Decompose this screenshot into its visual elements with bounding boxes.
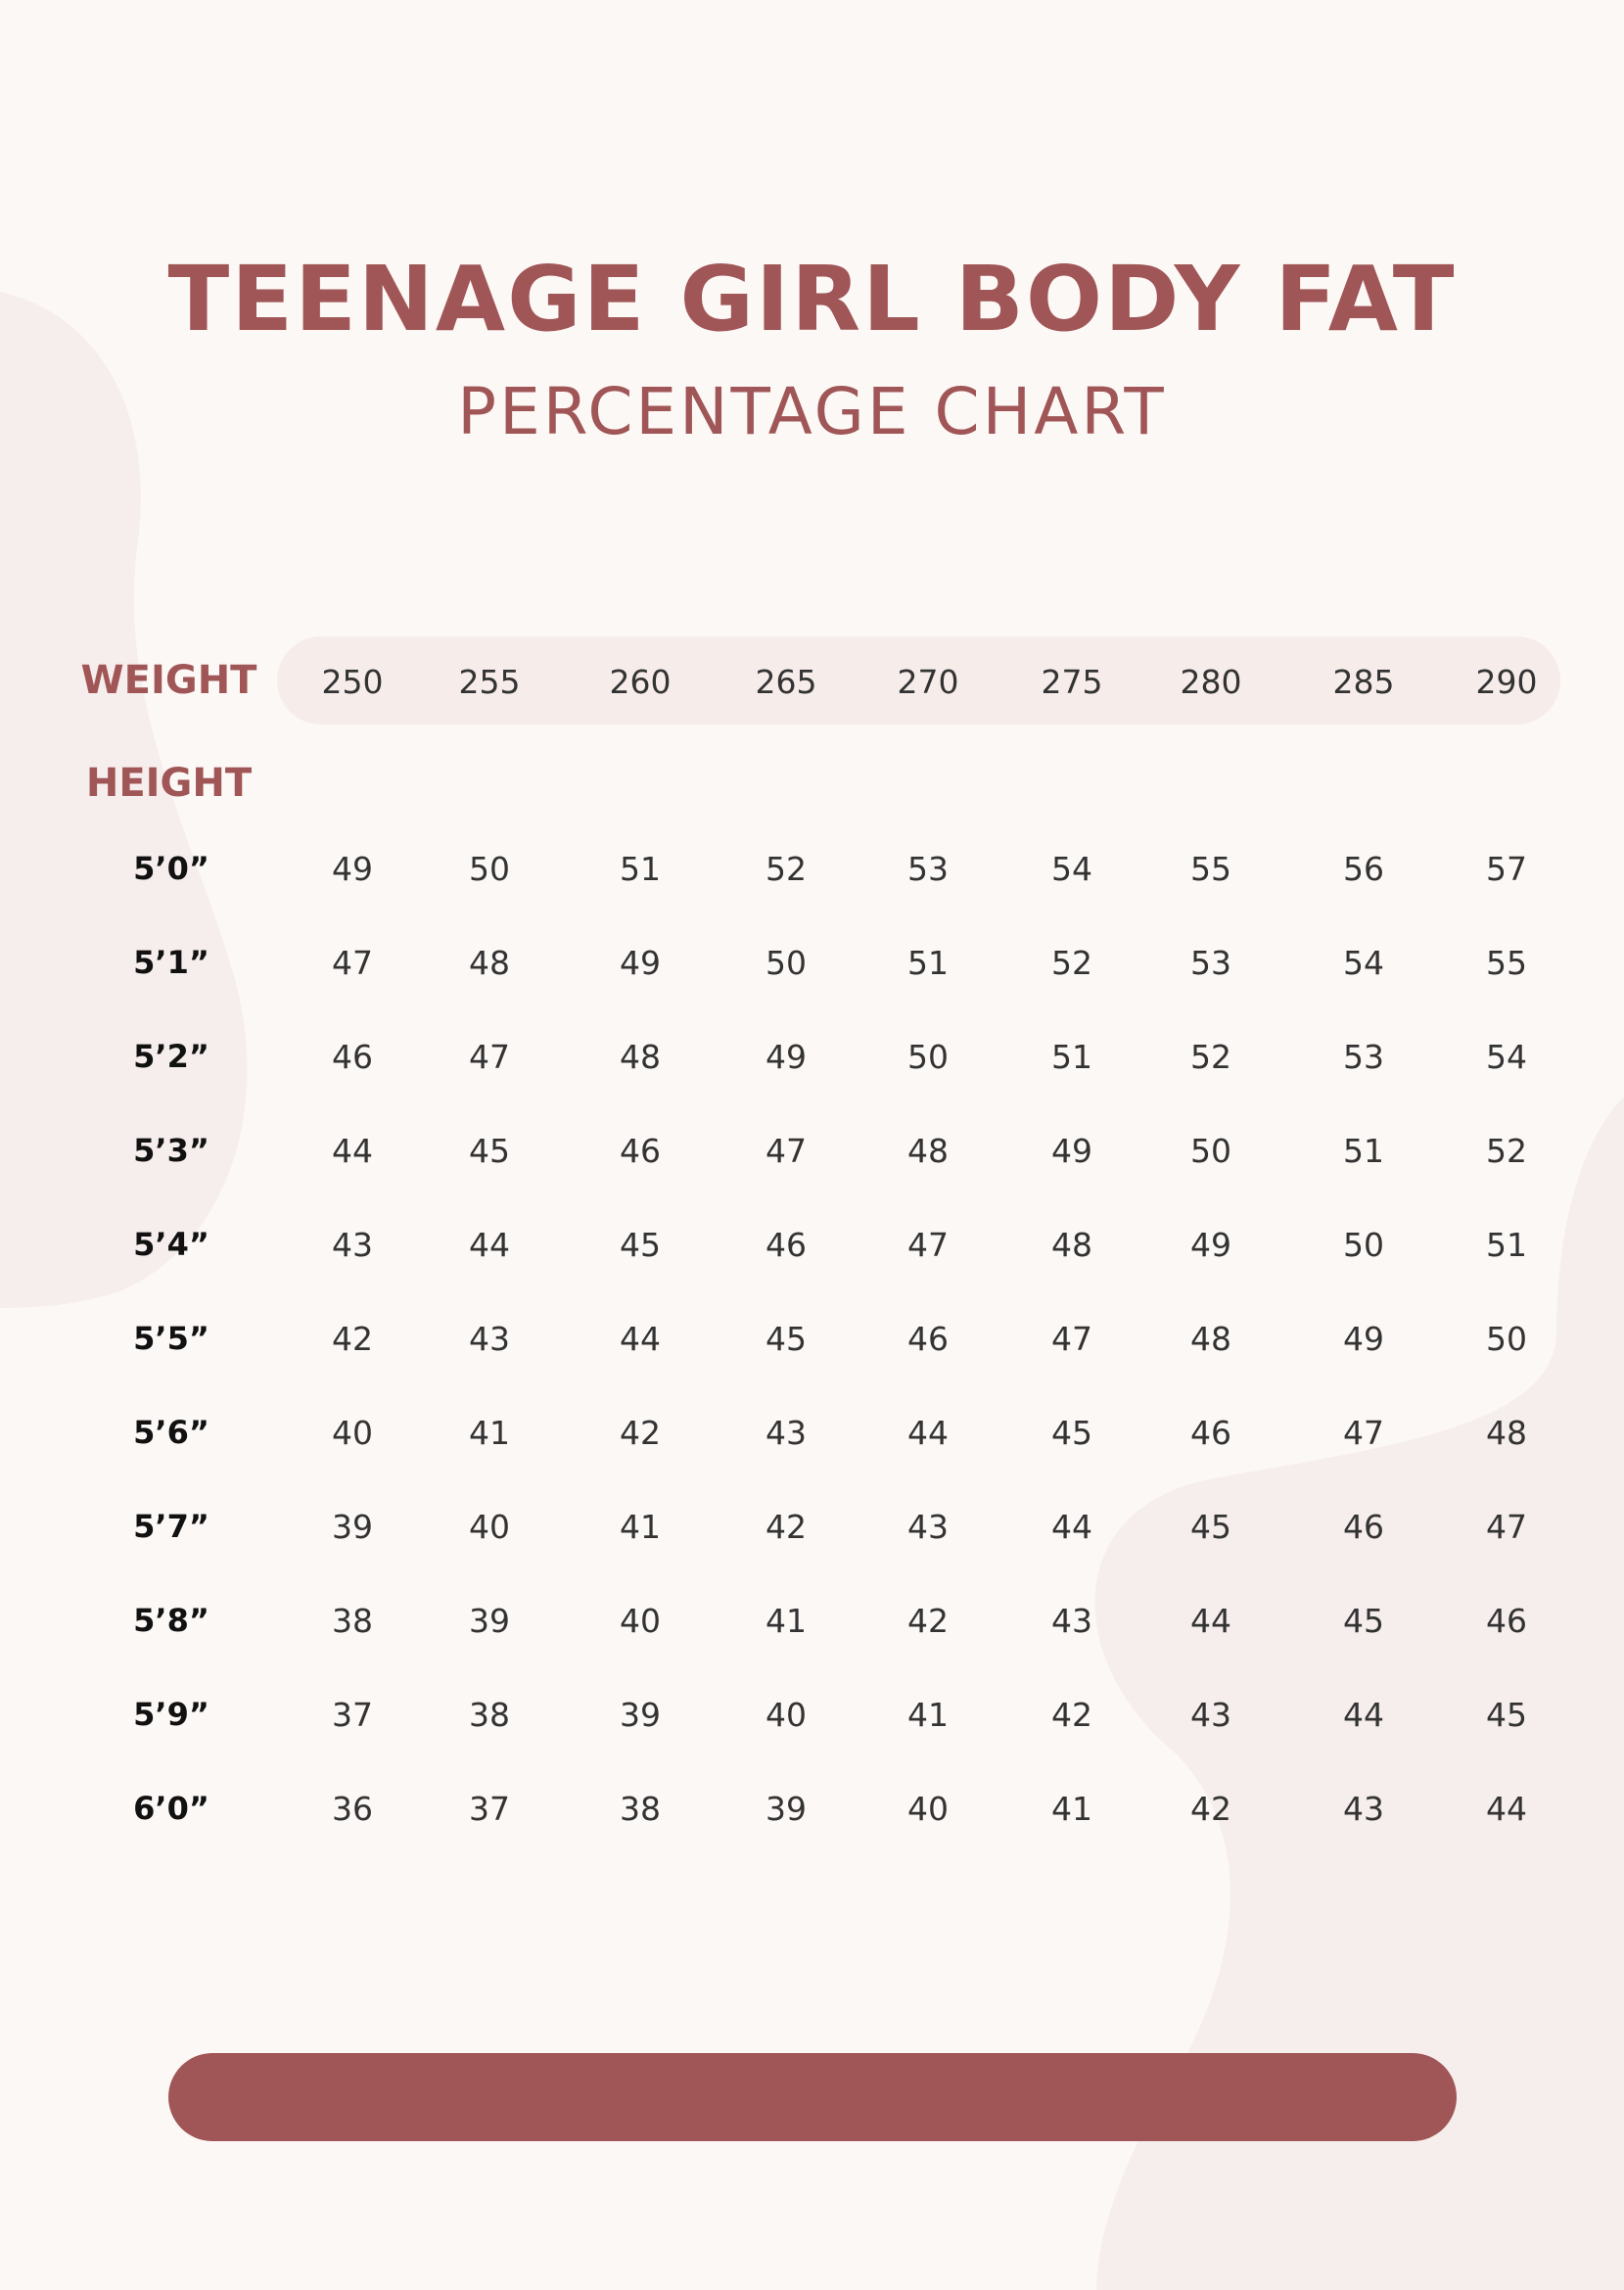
body-fat-value-cell: 49 bbox=[620, 944, 661, 982]
height-row-label: 5’0” bbox=[133, 850, 209, 887]
body-fat-value-cell: 39 bbox=[469, 1602, 510, 1640]
height-row-label: 5’3” bbox=[133, 1132, 209, 1169]
weight-header-cell: 250 bbox=[321, 663, 384, 701]
body-fat-value-cell: 46 bbox=[1190, 1414, 1231, 1452]
body-fat-value-cell: 52 bbox=[1190, 1038, 1231, 1076]
body-fat-value-cell: 39 bbox=[766, 1790, 807, 1828]
body-fat-value-cell: 54 bbox=[1051, 850, 1092, 888]
body-fat-value-cell: 38 bbox=[620, 1790, 661, 1828]
body-fat-value-cell: 39 bbox=[620, 1696, 661, 1734]
body-fat-value-cell: 43 bbox=[1051, 1602, 1092, 1640]
body-fat-value-cell: 53 bbox=[907, 850, 949, 888]
body-fat-value-cell: 52 bbox=[766, 850, 807, 888]
body-fat-value-cell: 41 bbox=[469, 1414, 510, 1452]
body-fat-value-cell: 42 bbox=[1051, 1696, 1092, 1734]
height-axis-label: HEIGHT bbox=[85, 761, 253, 806]
body-fat-value-cell: 46 bbox=[907, 1320, 949, 1358]
body-fat-value-cell: 54 bbox=[1486, 1038, 1527, 1076]
body-fat-value-cell: 45 bbox=[620, 1226, 661, 1264]
height-row-label: 5’1” bbox=[133, 944, 209, 981]
body-fat-value-cell: 46 bbox=[1486, 1602, 1527, 1640]
body-fat-value-cell: 55 bbox=[1486, 944, 1527, 982]
body-fat-value-cell: 44 bbox=[907, 1414, 949, 1452]
body-fat-value-cell: 42 bbox=[620, 1414, 661, 1452]
body-fat-value-cell: 45 bbox=[1486, 1696, 1527, 1734]
body-fat-value-cell: 50 bbox=[1190, 1132, 1231, 1170]
body-fat-value-cell: 47 bbox=[1486, 1508, 1527, 1546]
weight-header-cell: 280 bbox=[1180, 663, 1242, 701]
body-fat-value-cell: 45 bbox=[1051, 1414, 1092, 1452]
body-fat-value-cell: 48 bbox=[907, 1132, 949, 1170]
height-row-label: 5’7” bbox=[133, 1508, 209, 1545]
body-fat-value-cell: 49 bbox=[332, 850, 373, 888]
height-row-label: 5’5” bbox=[133, 1320, 209, 1357]
weight-header-cell: 270 bbox=[897, 663, 959, 701]
body-fat-value-cell: 40 bbox=[332, 1414, 373, 1452]
body-fat-value-cell: 44 bbox=[1486, 1790, 1527, 1828]
body-fat-value-cell: 47 bbox=[766, 1132, 807, 1170]
body-fat-value-cell: 46 bbox=[332, 1038, 373, 1076]
body-fat-value-cell: 46 bbox=[1343, 1508, 1384, 1546]
body-fat-value-cell: 53 bbox=[1343, 1038, 1384, 1076]
height-row-label: 5’4” bbox=[133, 1226, 209, 1263]
body-fat-value-cell: 42 bbox=[332, 1320, 373, 1358]
body-fat-value-cell: 51 bbox=[907, 944, 949, 982]
body-fat-value-cell: 49 bbox=[1343, 1320, 1384, 1358]
weight-axis-label: WEIGHT bbox=[80, 658, 257, 703]
body-fat-value-cell: 51 bbox=[1343, 1132, 1384, 1170]
body-fat-value-cell: 42 bbox=[766, 1508, 807, 1546]
body-fat-value-cell: 41 bbox=[907, 1696, 949, 1734]
body-fat-value-cell: 47 bbox=[1051, 1320, 1092, 1358]
body-fat-value-cell: 50 bbox=[907, 1038, 949, 1076]
body-fat-value-cell: 55 bbox=[1190, 850, 1231, 888]
weight-header-cell: 265 bbox=[755, 663, 817, 701]
weight-header-cell: 290 bbox=[1475, 663, 1538, 701]
body-fat-value-cell: 40 bbox=[907, 1790, 949, 1828]
body-fat-value-cell: 48 bbox=[1486, 1414, 1527, 1452]
body-fat-value-cell: 51 bbox=[1486, 1226, 1527, 1264]
body-fat-value-cell: 48 bbox=[469, 944, 510, 982]
body-fat-value-cell: 50 bbox=[469, 850, 510, 888]
body-fat-value-cell: 41 bbox=[766, 1602, 807, 1640]
body-fat-value-cell: 52 bbox=[1051, 944, 1092, 982]
body-fat-value-cell: 48 bbox=[620, 1038, 661, 1076]
body-fat-value-cell: 44 bbox=[1343, 1696, 1384, 1734]
body-fat-value-cell: 47 bbox=[332, 944, 373, 982]
body-fat-value-cell: 37 bbox=[469, 1790, 510, 1828]
body-fat-value-cell: 37 bbox=[332, 1696, 373, 1734]
body-fat-value-cell: 45 bbox=[469, 1132, 510, 1170]
body-fat-value-cell: 46 bbox=[620, 1132, 661, 1170]
body-fat-value-cell: 51 bbox=[620, 850, 661, 888]
height-row-label: 5’8” bbox=[133, 1602, 209, 1639]
weight-header-cell: 260 bbox=[609, 663, 672, 701]
body-fat-value-cell: 47 bbox=[469, 1038, 510, 1076]
height-row-label: 6’0” bbox=[133, 1790, 209, 1827]
body-fat-value-cell: 53 bbox=[1190, 944, 1231, 982]
body-fat-value-cell: 44 bbox=[469, 1226, 510, 1264]
body-fat-value-cell: 46 bbox=[766, 1226, 807, 1264]
body-fat-value-cell: 43 bbox=[1190, 1696, 1231, 1734]
body-fat-value-cell: 48 bbox=[1190, 1320, 1231, 1358]
body-fat-value-cell: 51 bbox=[1051, 1038, 1092, 1076]
body-fat-value-cell: 43 bbox=[1343, 1790, 1384, 1828]
chart-title: TEENAGE GIRL BODY FAT bbox=[167, 247, 1457, 351]
body-fat-value-cell: 43 bbox=[469, 1320, 510, 1358]
body-fat-value-cell: 43 bbox=[907, 1508, 949, 1546]
body-fat-value-cell: 50 bbox=[1343, 1226, 1384, 1264]
body-fat-value-cell: 44 bbox=[332, 1132, 373, 1170]
body-fat-value-cell: 44 bbox=[1190, 1602, 1231, 1640]
body-fat-value-cell: 44 bbox=[1051, 1508, 1092, 1546]
body-fat-value-cell: 54 bbox=[1343, 944, 1384, 982]
body-fat-value-cell: 38 bbox=[332, 1602, 373, 1640]
body-fat-value-cell: 45 bbox=[1190, 1508, 1231, 1546]
body-fat-value-cell: 38 bbox=[469, 1696, 510, 1734]
body-fat-value-cell: 42 bbox=[907, 1602, 949, 1640]
body-fat-value-cell: 49 bbox=[766, 1038, 807, 1076]
weight-header-cell: 255 bbox=[458, 663, 521, 701]
body-fat-value-cell: 47 bbox=[1343, 1414, 1384, 1452]
body-fat-value-cell: 40 bbox=[620, 1602, 661, 1640]
body-fat-value-cell: 56 bbox=[1343, 850, 1384, 888]
body-fat-value-cell: 45 bbox=[766, 1320, 807, 1358]
body-fat-value-cell: 50 bbox=[766, 944, 807, 982]
body-fat-value-cell: 48 bbox=[1051, 1226, 1092, 1264]
height-row-label: 5’9” bbox=[133, 1696, 209, 1733]
body-fat-value-cell: 47 bbox=[907, 1226, 949, 1264]
height-row-label: 5’6” bbox=[133, 1414, 209, 1451]
body-fat-value-cell: 39 bbox=[332, 1508, 373, 1546]
body-fat-value-cell: 43 bbox=[332, 1226, 373, 1264]
body-fat-value-cell: 43 bbox=[766, 1414, 807, 1452]
body-fat-value-cell: 49 bbox=[1190, 1226, 1231, 1264]
footer-bar bbox=[168, 2053, 1457, 2141]
body-fat-value-cell: 42 bbox=[1190, 1790, 1231, 1828]
height-row-label: 5’2” bbox=[133, 1038, 209, 1075]
body-fat-value-cell: 36 bbox=[332, 1790, 373, 1828]
body-fat-value-cell: 50 bbox=[1486, 1320, 1527, 1358]
weight-header-cell: 275 bbox=[1041, 663, 1103, 701]
body-fat-value-cell: 45 bbox=[1343, 1602, 1384, 1640]
body-fat-value-cell: 40 bbox=[469, 1508, 510, 1546]
body-fat-value-cell: 49 bbox=[1051, 1132, 1092, 1170]
body-fat-value-cell: 57 bbox=[1486, 850, 1527, 888]
chart-subtitle: PERCENTAGE CHART bbox=[457, 374, 1167, 449]
body-fat-value-cell: 52 bbox=[1486, 1132, 1527, 1170]
weight-header-cell: 285 bbox=[1332, 663, 1395, 701]
body-fat-value-cell: 40 bbox=[766, 1696, 807, 1734]
body-fat-value-cell: 41 bbox=[1051, 1790, 1092, 1828]
body-fat-value-cell: 44 bbox=[620, 1320, 661, 1358]
body-fat-value-cell: 41 bbox=[620, 1508, 661, 1546]
